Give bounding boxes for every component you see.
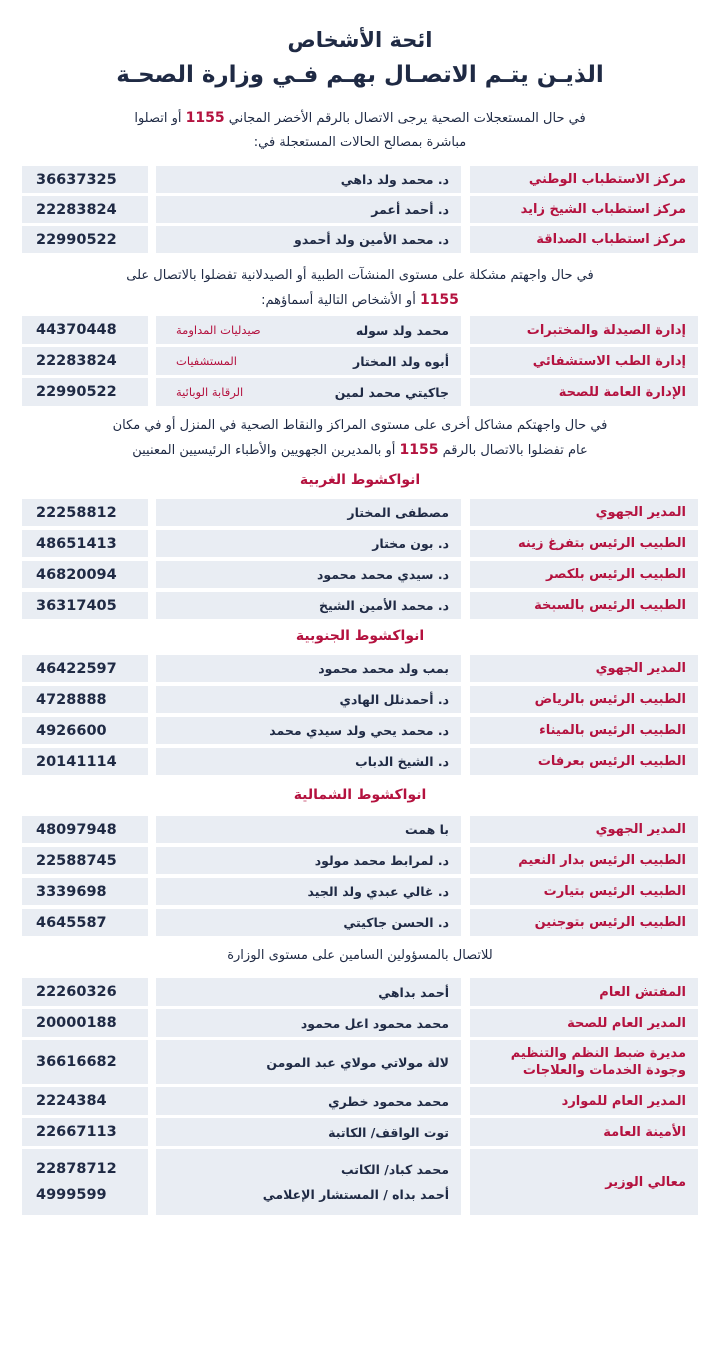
phone-number: 4728888 bbox=[22, 686, 148, 713]
row-name: د. محمد يحي ولد سيدي محمد bbox=[269, 723, 449, 738]
row-name-cell bbox=[156, 1118, 461, 1146]
row-name: د. بون مختار bbox=[372, 536, 449, 551]
row-name: أبوه ولد المختار bbox=[353, 353, 449, 369]
row-name-cell bbox=[156, 378, 461, 406]
phone-number: 22283824 bbox=[22, 196, 148, 223]
row-name-cell bbox=[156, 1040, 461, 1084]
row-name: توت الواقف/ الكاتبة bbox=[328, 1124, 449, 1140]
table-row bbox=[22, 1040, 698, 1084]
row-title: المدير العام للصحة bbox=[470, 1009, 698, 1037]
phone-number: 22990522 bbox=[22, 378, 148, 406]
row-title: المدير الجهوي bbox=[470, 499, 698, 526]
service-tag: الرقابة الوبائية bbox=[176, 385, 244, 399]
phone-number: 20000188 bbox=[22, 1009, 148, 1037]
row-title: مركز استطباب الصداقة bbox=[470, 226, 698, 253]
table-row bbox=[22, 717, 698, 744]
row-title: الطبيب الرئيس بتوجنين bbox=[470, 909, 698, 936]
row-name-cell bbox=[156, 847, 461, 874]
row-name: د. محمد ولد داهي bbox=[340, 172, 449, 187]
row-title: الطبيب الرئيس بلكصر bbox=[470, 561, 698, 588]
intro-regional-text-2: أو بالمديرين الجهويين والأطباء الرئيسيين المعنيين bbox=[132, 443, 396, 458]
row-name: د. الشيخ الدباب bbox=[355, 754, 449, 769]
table-row bbox=[22, 592, 698, 619]
table-row bbox=[22, 655, 698, 682]
section-title-north: انواكشوط الشمالية bbox=[293, 787, 427, 803]
table-row bbox=[22, 530, 698, 557]
row-name: محمد ولد سوله bbox=[355, 322, 449, 338]
row-name: د. الحسن جاكيتي bbox=[343, 915, 449, 930]
row-name-cell bbox=[156, 530, 461, 557]
row-name: د. سيدي محمد محمود bbox=[316, 567, 449, 582]
phone-number: 36637325 bbox=[22, 166, 148, 193]
row-name: بمب ولد محمد محمود bbox=[318, 661, 449, 676]
phone-number: 22990522 bbox=[22, 226, 148, 253]
hotline-number: 1155 bbox=[185, 110, 225, 126]
section-title-west: انواكشوط الغربية bbox=[299, 472, 421, 488]
phone-number: 46820094 bbox=[22, 561, 148, 588]
row-title: الطبيب الرئيس بدار النعيم bbox=[470, 847, 698, 874]
ministry-intro: للاتصال بالمسؤولين السامين على مستوى الوزارة bbox=[227, 948, 493, 963]
minister-contacts bbox=[263, 1162, 449, 1202]
row-title: مركز الاستطباب الوطني bbox=[470, 166, 698, 193]
row-title: الطبيب الرئيس بعرفات bbox=[470, 748, 698, 775]
row-name: جاكيتي محمد لمين bbox=[334, 384, 449, 400]
row-title: الطبيب الرئيس بالسبخة bbox=[470, 592, 698, 619]
row-name-cell bbox=[156, 978, 461, 1006]
table-row-minister bbox=[22, 1149, 698, 1215]
row-title: إدارة الصيدلة والمختبرات bbox=[470, 316, 698, 344]
page-title-line1: ائحة الأشخاص bbox=[287, 28, 433, 52]
minister-phones bbox=[36, 1161, 117, 1203]
row-name-cell bbox=[156, 878, 461, 905]
phone-number: 36317405 bbox=[22, 592, 148, 619]
row-name-cell bbox=[156, 686, 461, 713]
row-title: إدارة الطب الاستشفائي bbox=[470, 347, 698, 375]
table-row bbox=[22, 978, 698, 1006]
row-name: لالة مولاتي مولاي عبد المومن bbox=[266, 1054, 449, 1070]
table-row bbox=[22, 686, 698, 713]
table-row bbox=[22, 847, 698, 874]
row-name: د. أحمدنلل الهادي bbox=[339, 692, 449, 707]
phone-number: 22260326 bbox=[22, 978, 148, 1006]
row-name: د. غالي عبدي ولد الجيد bbox=[307, 884, 449, 899]
table-row bbox=[22, 909, 698, 936]
row-name-cell bbox=[156, 592, 461, 619]
hotline-number: 1155 bbox=[419, 292, 459, 308]
intro-facilities-line1: في حال واجهتم مشكلة على مستوى المنشآت الطبية أو الصيدلانية تفضلوا بالاتصال على bbox=[126, 268, 594, 283]
row-name-cell bbox=[156, 316, 461, 344]
row-title: المدير الجهوي bbox=[470, 816, 698, 843]
row-name: محمد محمود اعل محمود bbox=[300, 1015, 449, 1031]
hotline-number: 1155 bbox=[399, 442, 439, 458]
phone-number: 4926600 bbox=[22, 717, 148, 744]
row-name-cell bbox=[156, 717, 461, 744]
table-row bbox=[22, 878, 698, 905]
row-name-cell bbox=[156, 226, 461, 253]
table-row bbox=[22, 816, 698, 843]
table-row bbox=[22, 1087, 698, 1115]
phone-number: 22258812 bbox=[22, 499, 148, 526]
row-name: د. محمد الأمين الشيخ bbox=[318, 598, 449, 613]
row-title: مديرة ضبط النظم والتنظيم وجودة الخدمات والعلاجات bbox=[470, 1040, 698, 1084]
page-title-line2: الذيـن يتـم الاتصـال بهـم فـي وزارة الصحـة bbox=[116, 62, 604, 88]
row-name: محمد كباد/ الكاتب bbox=[341, 1162, 449, 1177]
row-name: أحمد بداه / المستشار الإعلامي bbox=[262, 1187, 449, 1202]
row-name-cell bbox=[156, 196, 461, 223]
row-title: معالي الوزير bbox=[470, 1149, 698, 1215]
table-row bbox=[22, 347, 698, 375]
row-name: مصطفى المختار bbox=[347, 505, 449, 520]
service-tag: صيدليات المداومة bbox=[176, 323, 261, 337]
intro-facilities-line2: أو الأشخاص التالية أسماؤهم: bbox=[261, 293, 416, 308]
row-name-cell bbox=[156, 655, 461, 682]
row-name: د. لمرابط محمد مولود bbox=[314, 853, 449, 868]
row-name: محمد محمود خطري bbox=[328, 1093, 449, 1109]
phone-number: 48651413 bbox=[22, 530, 148, 557]
row-name: د. أحمد أعمر bbox=[371, 202, 449, 217]
table-row bbox=[22, 561, 698, 588]
service-tag: المستشفيات bbox=[176, 354, 237, 368]
row-name-cell bbox=[156, 499, 461, 526]
table-row bbox=[22, 316, 698, 344]
row-title: الطبيب الرئيس بالميناء bbox=[470, 717, 698, 744]
table-row bbox=[22, 1009, 698, 1037]
phone-number: 20141114 bbox=[22, 748, 148, 775]
row-name-cell bbox=[156, 561, 461, 588]
row-name: أحمد بداهي bbox=[378, 984, 449, 1000]
table-row bbox=[22, 1118, 698, 1146]
row-name-cell bbox=[156, 748, 461, 775]
phone-number: 22667113 bbox=[22, 1118, 148, 1146]
phone-number: 36616682 bbox=[22, 1040, 148, 1084]
row-name-cell bbox=[156, 1149, 461, 1215]
phone-number: 22878712 bbox=[36, 1161, 117, 1177]
row-name-cell bbox=[156, 347, 461, 375]
intro-regional bbox=[30, 414, 690, 463]
row-name: د. محمد الأمين ولد أحمدو bbox=[294, 232, 449, 247]
table-row bbox=[22, 748, 698, 775]
phone-number: 4645587 bbox=[22, 909, 148, 936]
row-title: المدير الجهوي bbox=[470, 655, 698, 682]
table-row bbox=[22, 226, 698, 253]
phone-number: 4999599 bbox=[36, 1187, 107, 1203]
table-row bbox=[22, 166, 698, 193]
intro-emergency-text-2: أو اتصلوا bbox=[134, 111, 182, 126]
phone-number: 48097948 bbox=[22, 816, 148, 843]
row-title: الطبيب الرئيس بتيارت bbox=[470, 878, 698, 905]
row-title: المفتش العام bbox=[470, 978, 698, 1006]
row-name-cell bbox=[156, 909, 461, 936]
phone-number: 46422597 bbox=[22, 655, 148, 682]
intro-regional-line1: في حال واجهتكم مشاكل أخرى على مستوى المراكز والنقاط الصحية في المنزل أو في مكان bbox=[112, 418, 608, 433]
intro-emergency bbox=[30, 106, 690, 155]
row-title: المدير العام للموارد bbox=[470, 1087, 698, 1115]
intro-regional-text: عام تفضلوا بالاتصال بالرقم bbox=[442, 443, 588, 458]
row-name-cell bbox=[156, 816, 461, 843]
table-row bbox=[22, 499, 698, 526]
intro-facilities bbox=[30, 264, 690, 313]
row-title: الطبيب الرئيس بتفرغ زينه bbox=[470, 530, 698, 557]
row-title: الأمينة العامة bbox=[470, 1118, 698, 1146]
row-name-cell bbox=[156, 1009, 461, 1037]
intro-emergency-line2: مباشرة بمصالح الحالات المستعجلة في: bbox=[253, 135, 467, 150]
table-row bbox=[22, 196, 698, 223]
phone-number: 2224384 bbox=[22, 1087, 148, 1115]
table-row bbox=[22, 378, 698, 406]
phone-number: 22588745 bbox=[22, 847, 148, 874]
intro-emergency-text: في حال المستعجلات الصحية يرجى الاتصال بالرقم الأخضر المجاني bbox=[228, 111, 586, 126]
row-name-cell bbox=[156, 166, 461, 193]
phone-cell bbox=[22, 1149, 148, 1215]
row-title: مركز استطباب الشيخ زايد bbox=[470, 196, 698, 223]
row-title: الطبيب الرئيس بالرياض bbox=[470, 686, 698, 713]
phone-number: 44370448 bbox=[22, 316, 148, 344]
phone-number: 3339698 bbox=[22, 878, 148, 905]
phone-number: 22283824 bbox=[22, 347, 148, 375]
row-name-cell bbox=[156, 1087, 461, 1115]
row-name: با همت bbox=[404, 822, 449, 837]
section-title-south: انواكشوط الجنوبية bbox=[295, 628, 425, 644]
row-title: الإدارة العامة للصحة bbox=[470, 378, 698, 406]
